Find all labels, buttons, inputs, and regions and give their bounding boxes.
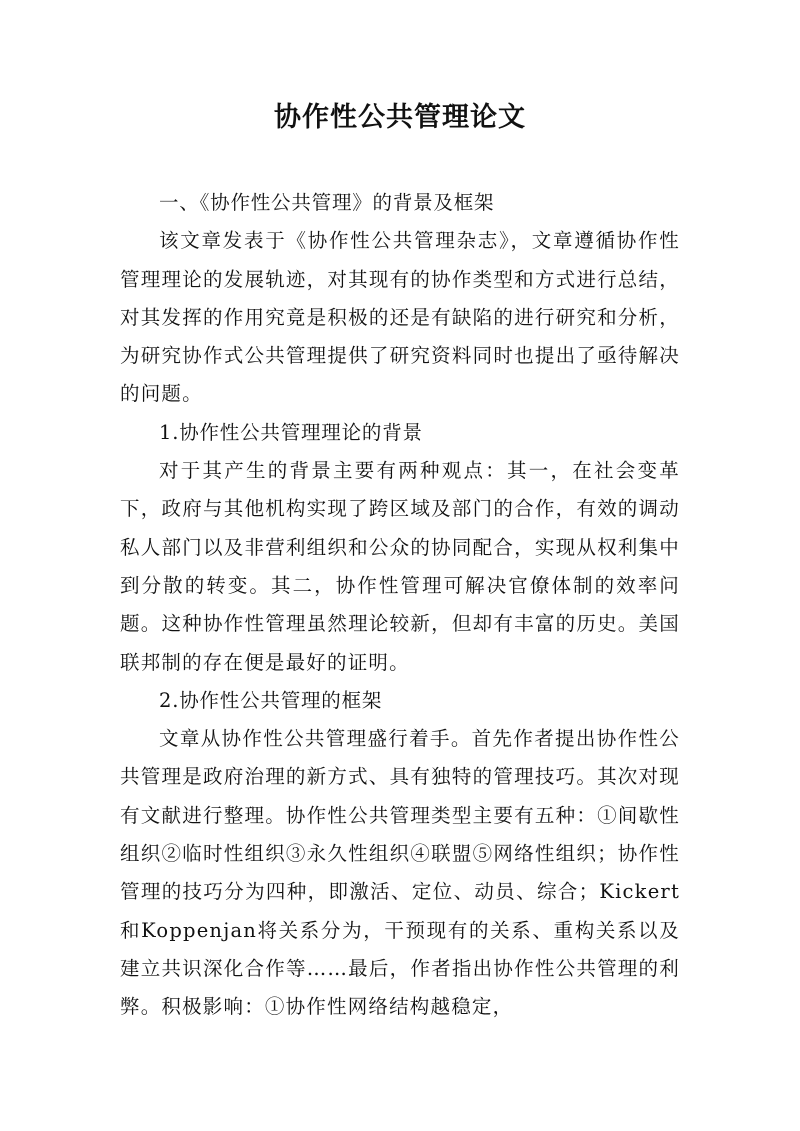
document-title: 协作性公共管理论文 bbox=[274, 102, 526, 133]
paragraph: 文章从协作性公共管理盛行着手。首先作者提出协作性公共管理是政府治理的新方式、具有独特的管理技巧。其次对现有文献进行整理。协作性公共管理类型主要有五种：①间歇性组织②临时性组织③永久性组织④联盟⑤网络性组织；协作性管理的技巧分为四种，即激活、定位、动员、综合；Kickert和Koppenjan将关系分为，干预现有的关系、重构关系以及建立共识深化合作等……最后，作者指出协作性公共管理的利弊。积极影响：①协作性网络结构越稳定， bbox=[120, 727, 680, 1019]
paragraph: 该文章发表于《协作性公共管理杂志》，文章遵循协作性管理理论的发展轨迹，对其现有的协作类型和方式进行总结，对其发挥的作用究竟是积极的还是有缺陷的进行研究和分析，为研究协作式公共管理提供了研究资料同时也提出了亟待解决的问题。 bbox=[120, 229, 680, 406]
paragraph: 对于其产生的背景主要有两种观点：其一，在社会变革下，政府与其他机构实现了跨区域及部门的合作，有效的调动私人部门以及非营利组织和公众的协同配合，实现从权利集中到分散的转变。其二，协作性管理可解决官僚体制的效率问题。这种协作性管理虽然理论较新，但却有丰富的历史。美国联邦制的存在便是最好的证明。 bbox=[120, 459, 680, 674]
subsection-heading: 1.协作性公共管理理论的背景 bbox=[159, 420, 423, 444]
subsection-heading: 2.协作性公共管理的框架 bbox=[159, 688, 383, 712]
section-heading: 一、《协作性公共管理》的背景及框架 bbox=[159, 191, 495, 214]
document-body bbox=[120, 184, 680, 1027]
